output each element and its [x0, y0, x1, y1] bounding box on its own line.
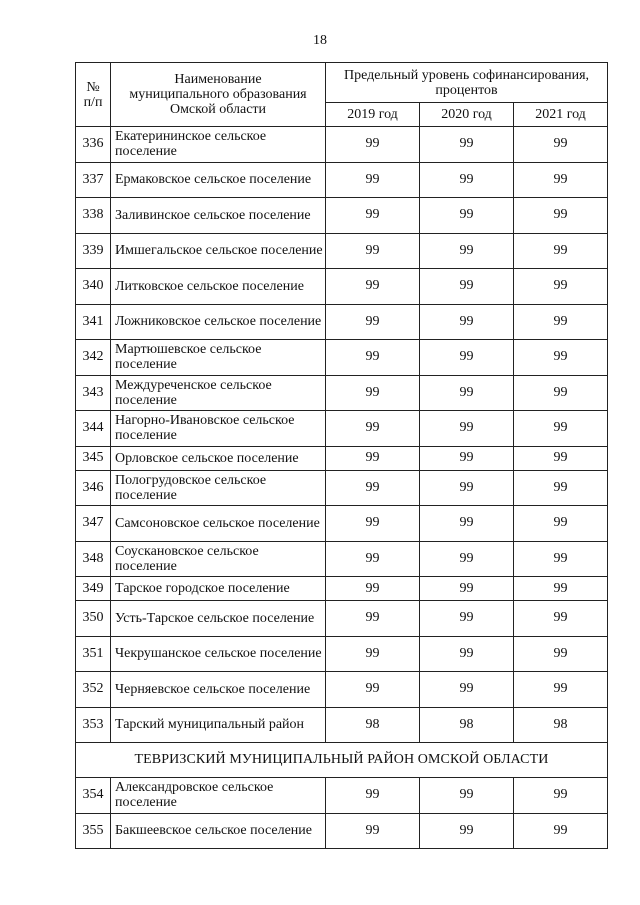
cofinancing-value: 99 [420, 446, 514, 470]
table-row [76, 577, 608, 601]
cofinancing-value: 99 [420, 269, 514, 305]
table-row [76, 127, 608, 163]
cofinancing-value: 99 [514, 813, 608, 849]
cofinancing-value: 99 [514, 672, 608, 708]
cofinancing-value: 99 [514, 470, 608, 506]
header-year-2019: 2019 год [326, 103, 420, 127]
row-number: 342 [76, 340, 111, 376]
municipality-name: Имшегальское сельское поселение [111, 233, 326, 269]
table-body [76, 127, 608, 849]
header-name: Наименование муниципального образования Омской области [111, 63, 326, 127]
row-number: 343 [76, 375, 111, 411]
cofinancing-value: 99 [514, 375, 608, 411]
municipality-name: Усть-Тарское сельское поселение [111, 601, 326, 637]
table-row [76, 778, 608, 814]
cofinancing-value: 99 [514, 577, 608, 601]
cofinancing-value: 99 [420, 375, 514, 411]
header-num: № п/п [76, 63, 111, 127]
row-number: 338 [76, 198, 111, 234]
cofinancing-value: 99 [514, 506, 608, 542]
municipality-name: Соускановское сельское поселение [111, 541, 326, 577]
cofinancing-value: 99 [420, 636, 514, 672]
row-number: 352 [76, 672, 111, 708]
cofinancing-value: 99 [420, 411, 514, 447]
table-row [76, 304, 608, 340]
cofinancing-value: 99 [514, 601, 608, 637]
cofinancing-value: 99 [420, 233, 514, 269]
cofinancing-value: 99 [326, 162, 420, 198]
table-row [76, 506, 608, 542]
municipality-name: Заливинское сельское поселение [111, 198, 326, 234]
cofinancing-value: 99 [326, 541, 420, 577]
cofinancing-value: 99 [420, 198, 514, 234]
cofinancing-value: 99 [326, 636, 420, 672]
municipality-name: Междуреченское сельское поселение [111, 375, 326, 411]
table-row [76, 707, 608, 743]
cofinancing-value: 99 [326, 778, 420, 814]
table-row [76, 411, 608, 447]
row-number: 337 [76, 162, 111, 198]
cofinancing-value: 99 [420, 470, 514, 506]
cofinancing-value: 99 [420, 601, 514, 637]
table-row [76, 198, 608, 234]
municipality-name: Чекрушанское сельское поселение [111, 636, 326, 672]
cofinancing-value: 99 [326, 269, 420, 305]
cofinancing-value: 99 [326, 375, 420, 411]
table-row [76, 672, 608, 708]
cofinancing-value: 99 [420, 541, 514, 577]
cofinancing-value: 99 [420, 778, 514, 814]
row-number: 351 [76, 636, 111, 672]
municipality-name: Александровское сельское поселение [111, 778, 326, 814]
cofinancing-value: 99 [326, 813, 420, 849]
table-row [76, 162, 608, 198]
cofinancing-value: 99 [420, 162, 514, 198]
cofinancing-value: 99 [326, 470, 420, 506]
row-number: 346 [76, 470, 111, 506]
cofinancing-value: 99 [514, 636, 608, 672]
cofinancing-value: 99 [420, 506, 514, 542]
cofinancing-value: 99 [514, 541, 608, 577]
table-row [76, 375, 608, 411]
cofinancing-value: 99 [326, 233, 420, 269]
cofinancing-value: 99 [420, 127, 514, 163]
cofinancing-value: 98 [514, 707, 608, 743]
cofinancing-value: 99 [420, 672, 514, 708]
municipality-name: Литковское сельское поселение [111, 269, 326, 305]
cofinancing-value: 99 [514, 198, 608, 234]
row-number: 345 [76, 446, 111, 470]
row-number: 350 [76, 601, 111, 637]
header-year-2020: 2020 год [420, 103, 514, 127]
table-row [76, 601, 608, 637]
cofinancing-value: 99 [420, 340, 514, 376]
municipality-name: Бакшеевское сельское поселение [111, 813, 326, 849]
section-heading-row [76, 743, 608, 778]
header-year-2021: 2021 год [514, 103, 608, 127]
table-row [76, 813, 608, 849]
cofinancing-value: 99 [326, 506, 420, 542]
cofinancing-value: 99 [420, 813, 514, 849]
cofinancing-value: 99 [514, 778, 608, 814]
row-number: 348 [76, 541, 111, 577]
section-title: ТЕВРИЗСКИЙ МУНИЦИПАЛЬНЫЙ РАЙОН ОМСКОЙ ОБЛАСТИ [76, 743, 608, 778]
municipality-name: Екатерининское сельское поселение [111, 127, 326, 163]
cofinancing-value: 99 [326, 198, 420, 234]
row-number: 349 [76, 577, 111, 601]
municipality-name: Тарское городское поселение [111, 577, 326, 601]
page-number: 18 [313, 33, 327, 48]
municipality-name: Тарский муниципальный район [111, 707, 326, 743]
municipality-name: Ермаковское сельское поселение [111, 162, 326, 198]
cofinancing-value: 98 [420, 707, 514, 743]
table-row [76, 636, 608, 672]
municipality-name: Нагорно-Ивановское сельское поселение [111, 411, 326, 447]
cofinancing-value: 99 [326, 601, 420, 637]
cofinancing-value: 99 [420, 577, 514, 601]
cofinancing-value: 99 [514, 162, 608, 198]
cofinancing-value: 99 [514, 127, 608, 163]
row-number: 353 [76, 707, 111, 743]
municipality-name: Ложниковское сельское поселение [111, 304, 326, 340]
municipality-name: Пологрудовское сельское поселение [111, 470, 326, 506]
cofinancing-table [75, 62, 608, 849]
municipality-name: Мартюшевское сельское поселение [111, 340, 326, 376]
cofinancing-value: 99 [514, 269, 608, 305]
cofinancing-value: 98 [326, 707, 420, 743]
row-number: 336 [76, 127, 111, 163]
cofinancing-value: 99 [326, 446, 420, 470]
row-number: 354 [76, 778, 111, 814]
row-number: 347 [76, 506, 111, 542]
municipality-name: Орловское сельское поселение [111, 446, 326, 470]
cofinancing-value: 99 [514, 304, 608, 340]
table-row [76, 269, 608, 305]
cofinancing-value: 99 [514, 233, 608, 269]
cofinancing-value: 99 [514, 340, 608, 376]
table-row [76, 470, 608, 506]
header-level: Предельный уровень софинансирования, процентов [326, 63, 608, 103]
cofinancing-value: 99 [326, 127, 420, 163]
cofinancing-value: 99 [420, 304, 514, 340]
cofinancing-value: 99 [326, 340, 420, 376]
cofinancing-value: 99 [326, 411, 420, 447]
cofinancing-value: 99 [326, 577, 420, 601]
table-row [76, 340, 608, 376]
municipality-name: Самсоновское сельское поселение [111, 506, 326, 542]
cofinancing-value: 99 [514, 411, 608, 447]
row-number: 340 [76, 269, 111, 305]
row-number: 341 [76, 304, 111, 340]
cofinancing-value: 99 [326, 672, 420, 708]
table-row [76, 233, 608, 269]
row-number: 339 [76, 233, 111, 269]
table-row [76, 446, 608, 470]
table-row [76, 541, 608, 577]
row-number: 344 [76, 411, 111, 447]
municipality-name: Черняевское сельское поселение [111, 672, 326, 708]
row-number: 355 [76, 813, 111, 849]
cofinancing-value: 99 [326, 304, 420, 340]
cofinancing-value: 99 [514, 446, 608, 470]
